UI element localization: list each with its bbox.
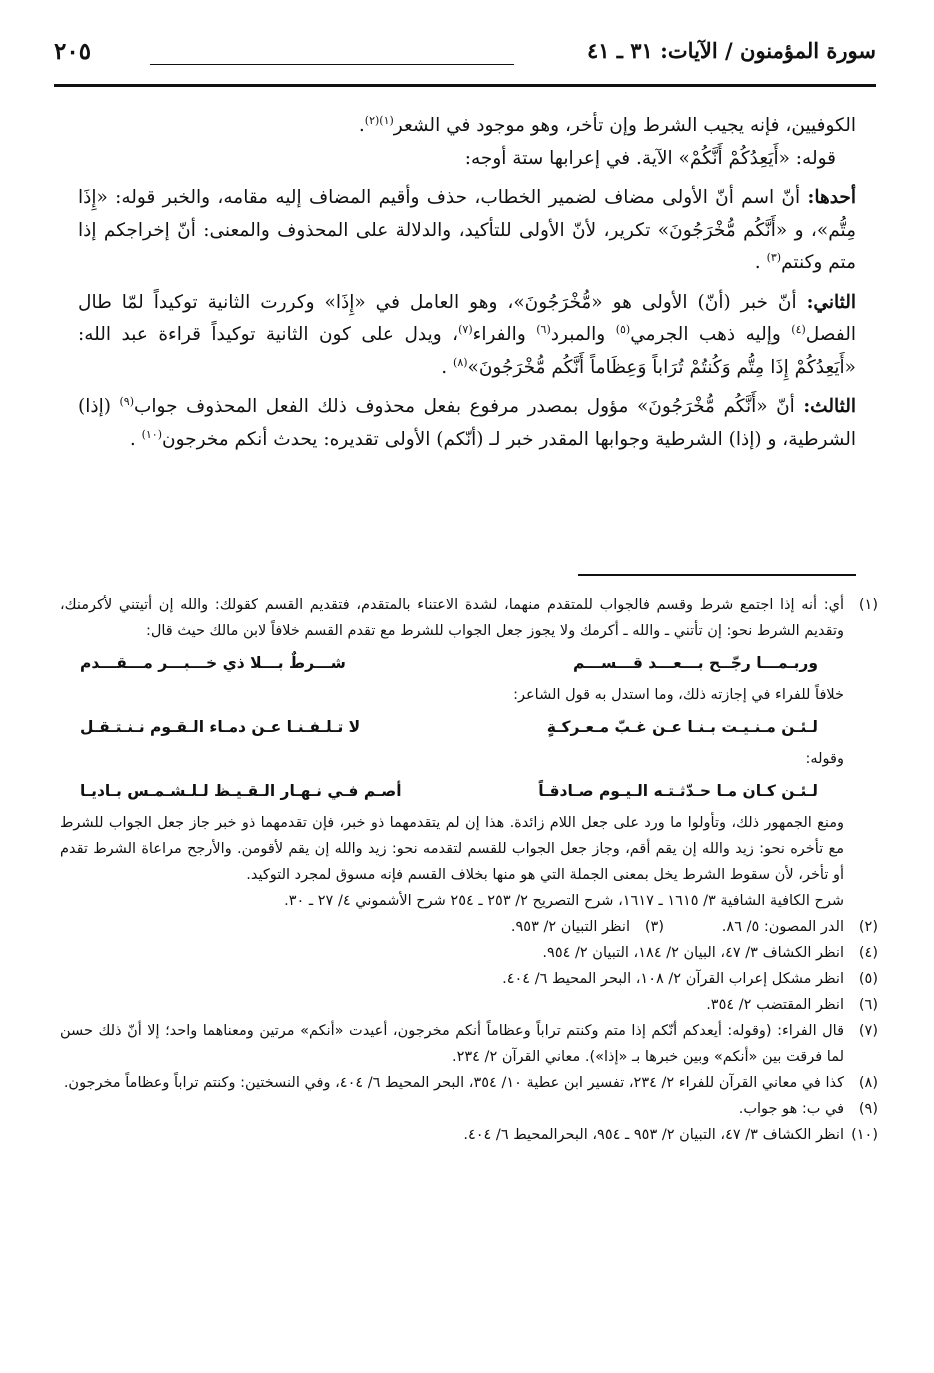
footnote-text: قال الفراء: (وقوله: أيعدكم أنّكم إذا متم وكنتم تراباً وعظاماً أنكم مخرجون، أعيدت «أنكم» مرتين ومعناهما واحد؛ إلا أنّ ذلك حسن لما فرقت بين «أنكم» وبين خبرها بـ «إذا»). معاني القرآن ٢/ ٢٣٤. [60,1023,844,1065]
poetry-verse [80,646,818,680]
footnote-text: وقوله: [805,751,844,767]
main-text [78,110,856,456]
footnote-text: في ب: هو جواب. [738,1101,844,1117]
footnote-text: انظر الكشاف ٣/ ٤٧، التبيان ٢/ ٩٥٣ ـ ٩٥٤، البحرالمحيط ٦/ ٤٠٤. [463,1127,844,1143]
paragraph-text: والفراء [472,324,526,345]
paragraph-1 [78,110,856,143]
footnote-ref: (٣) [766,250,782,264]
footnote-number: (٨) [858,1075,878,1091]
footnote-2-3 [60,914,878,940]
footnote-text: انظر الكشاف ٣/ ٤٧، البيان ٢/ ١٨٤، التبيان ٢/ ٩٥٤. [542,945,844,961]
footnote-number: (٧) [858,1023,878,1039]
aspect-label: الثاني: [806,291,856,313]
footnote-number: (١٠) [851,1127,878,1143]
footnote-text: أي: أنه إذا اجتمع شرط وقسم فالجواب للمتقدم منهما، لشدة الاعتناء بالمتقدم، فتقديم القسم كقولك: والله إن أتيتني لأكرمنك، وتقديم الشرط نحو: إن تأتني ـ والله ـ أكرمك ولا يجوز جعل الجواب للشرط مع تقدم القسم خلافاً لابن مالك حيث قال: [60,597,844,639]
paragraph-end: . [441,356,448,378]
paragraph-text: أنّ خبر (أنّ) الأولى هو «مُّخْرَجُونَ»، وهو العامل في «إِذَا» وكررت الثانية توكيداً لمّا طال الفصل [78,291,856,345]
paragraph-text: وإليه ذهب الجرمي [630,324,781,345]
footnotes [60,592,878,1148]
footnote-text: كذا في معاني القرآن للفراء ٢/ ٢٣٤، تفسير ابن عطية ١٠/ ٣٥٤، البحر المحيط ٦/ ٤٠٤، وفي النسختين: وكنتم تراباً وعظاماً مخرجون. [63,1075,844,1091]
paragraph-text: أنّ «أَنَّكُم مُّخْرَجُونَ» مؤول بمصدر مرفوع بفعل محذوف ذلك الفعل المحذوف جواب [133,396,795,417]
footnote-text: ومنع الجمهور ذلك، وتأولوا ما ورد على جعل اللام زائدة. هذا إن لم يتقدمهما ذو خبر، فإن تقدمهما ذو خبر جاز جعل الجواب للشرط مع تأخره نحو: زيد والله إن يقم أقم، وجاز جعل الجواب للقسم لتقدمه نحو: زيد والله إن يقم لأقومن. والأرجح مراعاة الشرط تقدم أو تأخر، لأن سقوط الشرط يخل بمعنى الجملة التي هو منها بخلاف القسم فإنه مسوق لمجرد التوكيد. [60,815,844,883]
footnote-number: (٢) [858,919,878,935]
aspect-label: الثالث: [803,396,856,417]
footnote-4 [60,940,878,966]
paragraph-end: . [754,252,761,273]
page-number: ٢٠٥ [54,38,92,65]
poetry-verse [80,774,818,808]
footnote-text: خلافاً للفراء في إجازته ذلك، وما استدل به قول الشاعر: [513,687,844,703]
paragraph-text: ، ويدل على كون الثانية توكيداً قراءة عبد الله: «أَيَعِدُكُمْ إِذَا مِتُّم وَكُنتُمْ تُرَاباً وَعِظَاماً أَنَّكُم مُّخْرَجُونَ» [78,324,856,378]
footnote-9 [60,1096,878,1122]
footnote-text: انظر مشكل إعراب القرآن ٢/ ١٠٨، البحر المحيط ٦/ ٤٠٤. [502,971,844,987]
footnote-ref: (٧) [458,322,473,336]
footnote-number: (٦) [858,997,878,1013]
footnote-6 [60,992,878,1018]
footnote-10 [60,1122,878,1148]
footnote-sources: شرح الكافية الشافية ٣/ ١٦١٥ ـ ١٦١٧، شرح التصريح ٢/ ٢٥٣ ـ ٢٥٤ شرح الأشموني ٤/ ٢٧ ـ ٣٠. [284,893,844,909]
footnote-7 [60,1018,878,1070]
verse-first-hemistich: لـئـن مـنـيـت بـنـا عـن غـبّ مـعـركـةٍ [546,718,818,736]
footnote-text: انظر المقتضب ٢/ ٣٥٤. [706,997,844,1013]
footnote-5 [60,966,878,992]
paragraph-third-aspect [78,391,856,456]
footnote-number: (١) [858,597,878,613]
footnote-ref: (٤) [791,322,806,336]
verse-second-hemistich: لا تـلـفـنـا عـن دمـاء الـقـوم نـنـتـقـل [80,718,361,736]
verse-second-hemistich: أصـم فـي نـهـار الـقـيـظ لـلـشـمـس بـاديـا [80,782,402,800]
footnote-ref: (١)(٢) [364,113,394,127]
paragraph-second-aspect [78,287,856,385]
paragraph-2 [78,143,856,176]
footnote-number: (٩) [858,1101,878,1117]
paragraph-text: (إذا) الشرطية، و (إذا) الشرطية وجوابها المقدر خبر لـ (أنّكم) الأولى تقديره: يحدث أنكم مخرجون [78,396,856,450]
chapter-title: سورة المؤمنون / الآيات: ٣١ ـ ٤١ [586,38,876,63]
footnote-text: انظر التبيان ٢/ ٩٥٣. [510,919,630,935]
verse-first-hemistich: لـئـن كـان مـا حـدّثـتـه الـيـوم صـادقـاً [538,782,818,800]
running-header [54,38,876,87]
footnote-number: (٤) [858,945,878,961]
paragraph-text: الكوفيين، فإنه يجيب الشرط وإن تأخر، وهو موجود في الشعر [393,115,856,136]
poetry-verse [80,710,818,744]
footnote-ref: (١٠) [141,427,163,441]
paragraph-end: . [358,115,365,136]
footnote-text: الدر المصون: ٥/ ٨٦. [721,919,844,935]
footnote-number: (٣) [644,919,664,935]
verse-second-hemistich: شـــرطٌ بـــلا ذي خـــبـــر مـــقـــدم [80,654,346,672]
footnote-ref: (٨) [453,355,468,369]
verse-first-hemistich: وربـمـــا رجّــح بـــعـــد قـــســـم [572,654,818,672]
footnote-divider [578,574,856,576]
footnote-number: (٥) [858,971,878,987]
aspect-label: أحدها: [807,187,856,208]
footnote-1 [60,592,878,644]
footnote-ref: (٩) [119,394,134,408]
paragraph-text: قوله: «أَيَعِدُكُمْ أَنَّكُمْ» الآية. في إعرابها ستة أوجه: [464,147,836,169]
footnote-ref: (٦) [536,322,551,336]
paragraph-text: أنّ اسم أنّ الأولى مضاف لضمير الخطاب، حذف وأقيم المضاف إليه مقامه، والخبر قوله: «إِذَا مِتُّم»، و «أَنَّكُم مُّخْرَجُونَ» تكرير، لأنّ الأولى للتأكيد، والدلالة على المحذوف والمعنى: أنّ إخراجكم إذا متم وكنتم [78,187,856,273]
footnote-ref: (٥) [615,322,631,336]
paragraph-first-aspect [78,182,856,280]
footnote-8 [60,1070,878,1096]
paragraph-text: والمبرد [550,324,606,345]
paragraph-end: . [129,428,136,450]
header-rule [150,64,514,65]
